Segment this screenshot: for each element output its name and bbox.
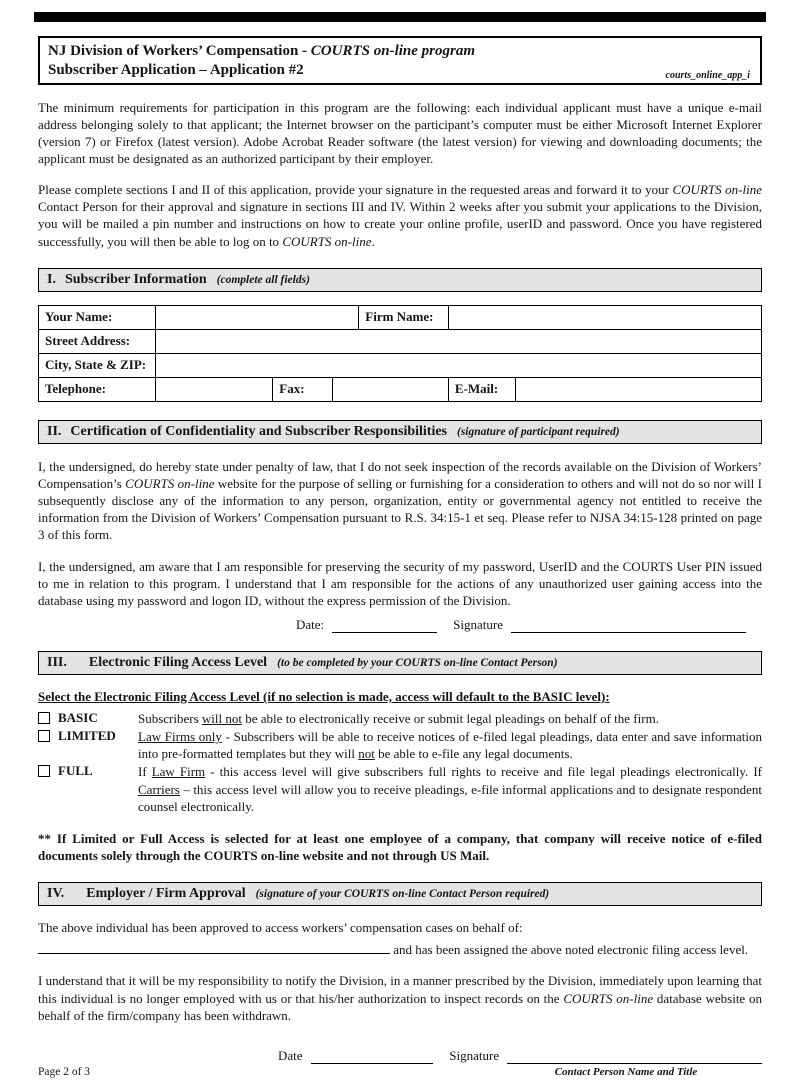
approval-continuation-text: and has been assigned the above noted electronic filing access level. [390,942,749,958]
contact-person-caption: Contact Person Name and Title [554,1065,698,1078]
section-1-note: (complete all fields) [216,273,310,286]
courts-online-italic: COURTS on-line [125,475,215,491]
date-label: Date [278,1047,303,1063]
full-option-left [38,763,138,814]
courts-online-italic: line [633,990,654,1006]
section-4-note: (signature of your COURTS on-line Contact Person required) [255,888,550,901]
date-label: Date: [296,617,325,632]
section-4-title: Employer / Firm Approval [86,886,246,902]
section-2-note: (signature of participant required) [457,425,620,438]
your-name-label: Your Name: [39,305,156,329]
section-1-number: I. [47,271,56,287]
text-segment: Please complete sections I and II of this application, provide your signature in the requested areas and forward it to your [38,182,673,198]
text-segment: – this access level will allow you to receive pleadings, e-file informal applications and to designate respondent counsel electronically. [138,781,762,814]
section-2-header-bar [38,420,762,444]
section-4-header-bar [38,882,762,906]
text-segment: be able to electronically receive or submit legal pleadings on behalf of the firm. [242,711,659,726]
text-segment: Contact Person for their approval and signature in sections III and IV. Within 2 weeks after you submit your applications to the Division, you will be mailed a pin number and instructions on how to create your online profile, userID and password. Once you have registered successfully, you will then be able to log on to [38,199,762,249]
firm-name-label: Firm Name: [359,305,449,329]
telephone-input-cell[interactable] [156,377,273,401]
basic-checkbox[interactable] [38,712,50,724]
street-address-input-cell[interactable] [156,329,762,353]
text-segment: - Subscribers will be able to receive notices of e-filed legal pleadings, data enter and save information into pre-formatted templates but they will [138,729,762,762]
table-row [39,305,762,329]
intro-paragraph-2 [38,181,762,250]
limited-option-label: LIMITED [58,728,116,744]
text-segment: I, the undersigned, do hereby state under penalty of law, that I do not seek inspection of the records available on the Division of Workers’ Compensation’s [38,458,762,491]
section-2-number: II. [47,423,62,439]
text-segment: Subscribers [138,711,202,726]
full-checkbox[interactable] [38,765,50,777]
top-black-bar [34,12,766,22]
table-row [39,377,762,401]
city-state-zip-input-cell[interactable] [156,353,762,377]
access-option-basic [38,710,762,727]
underlined-segment: not [358,746,375,762]
street-address-label: Street Address: [39,329,156,353]
date-fill-line[interactable] [311,1049,434,1064]
intro-paragraph-1: The minimum requirements for participation in this program are the following: each individual applicant must have a unique e-mail address belonging solely to that applicant; the Internet browser on the participant’s computer must be either Microsoft Internet Explorer (version 7) or Firefox (latest version). Adobe Acrobat Reader software (the latest version) for viewing and downloading documents; the applicant must be designated as an authorized participant by their employer. [38,99,762,166]
basic-option-label: BASIC [58,710,98,725]
certification-date-signature-row [296,617,762,633]
firm-name-fill-line[interactable] [38,939,390,954]
text-segment: - this access level will give subscribers full rights to receive and file legal pleadings electronically. If [205,764,762,780]
signature-fill-line[interactable] [507,1049,762,1064]
approval-statement: The above individual has been approved to access workers’ compensation cases on behalf of: [38,920,523,936]
certification-paragraph-1 [38,458,762,544]
basic-option-left [38,710,138,727]
form-header [38,36,762,85]
limited-checkbox[interactable] [38,730,50,742]
table-row [39,353,762,377]
text-segment: website for the purpose of selling or furnishing for a consideration to others and will not do so nor will I subsequently disclose any of the information to any person, organization, entity or governmental agency not entitled to receive the information from the Division of Workers’ Compensation pursuant to R.S. 34:15-1 et seq. Please refer to NJSA 34:15-128 printed on page 3 of this form. [38,475,762,543]
full-option-description [138,763,762,814]
telephone-label: Telephone: [39,377,156,401]
signature-label: Signature [453,617,503,632]
full-option-label: FULL [58,763,93,779]
subscriber-info-table [38,305,762,402]
section-3-note: (to be completed by your COURTS on-line Contact Person) [277,657,558,669]
section-1-header-bar [38,268,762,292]
section-2-title: Certification of Confidentiality and Subscriber Responsibilities [70,423,447,439]
section-4-number: IV. [47,886,65,902]
table-row [39,329,762,353]
courts-online-italic: COURTS on-line [282,233,372,249]
limited-full-access-warning: ** If Limited or Full Access is selected for at least one employee of a company, that company will receive notice of e-filed documents solely through the COURTS on-line website and not through US Mail. [38,830,762,864]
signature-fill-line[interactable] [511,618,746,633]
courts-online-italic: COURTS on- [563,990,634,1006]
certification-paragraph-2: I, the undersigned, am aware that I am responsible for preserving the security of my password, UserID and the COURTS User PIN issued to me in relation to this program. I understand that I am responsible for the actions of any unauthorized user gaining access into the database using my password and logon ID, without the express permission of the Division. [38,558,762,608]
limited-option-left [38,728,138,762]
form-title-text: NJ Division of Workers’ Compensation - [48,43,311,59]
underlined-segment: will not [201,711,243,726]
form-title-program-name: COURTS on-line program [310,43,475,59]
section-1-title: Subscriber Information [64,271,207,287]
text-segment: If [138,764,152,780]
email-label: E-Mail: [448,377,515,401]
section-3-title: Electronic Filing Access Level [88,655,268,670]
underlined-segment: Law Firms only [138,729,222,745]
courts-online-italic: COURTS on-line [672,182,762,198]
fax-input-cell[interactable] [333,377,449,401]
email-input-cell[interactable] [516,377,762,401]
signature-label: Signature [449,1047,500,1063]
limited-option-description [138,728,762,762]
basic-option-description [138,710,762,727]
your-name-input-cell[interactable] [156,305,359,329]
section-3-header-bar [38,651,762,675]
text-segment: be able to e-file any legal documents. [374,746,573,762]
approval-date-signature-row [278,1048,762,1064]
underlined-segment: Carriers [138,781,180,797]
section-3-number: III. [47,655,67,670]
form-subtitle: Subscriber Application – Application #2 [48,61,304,78]
document-code: courts_online_app_i [665,69,750,81]
city-state-zip-label: City, State & ZIP: [39,353,156,377]
approval-fill-row [38,939,762,958]
access-option-full [38,763,762,814]
firm-name-input-cell[interactable] [448,305,761,329]
underlined-segment: Law Firm [151,764,206,780]
fax-label: Fax: [273,377,333,401]
text-segment: I understand that it will be my responsibility to notify the Division, in a manner prescribed by the Division, immediately upon learning that this individual is no longer employed with us or that his/her authorization to inspect records on the [38,973,762,1006]
page-number-indicator: Page 2 of 3 [38,1065,91,1078]
form-title [48,42,752,61]
text-segment: database website on behalf of the firm/company has been withdrawn. [38,990,763,1023]
access-option-limited [38,728,762,762]
approval-paragraph [38,972,762,1023]
date-fill-line[interactable] [332,618,437,633]
text-segment: . [371,233,375,249]
access-level-select-heading: Select the Electronic Filing Access Level (if no selection is made, access will default to the BASIC level): [38,689,610,704]
